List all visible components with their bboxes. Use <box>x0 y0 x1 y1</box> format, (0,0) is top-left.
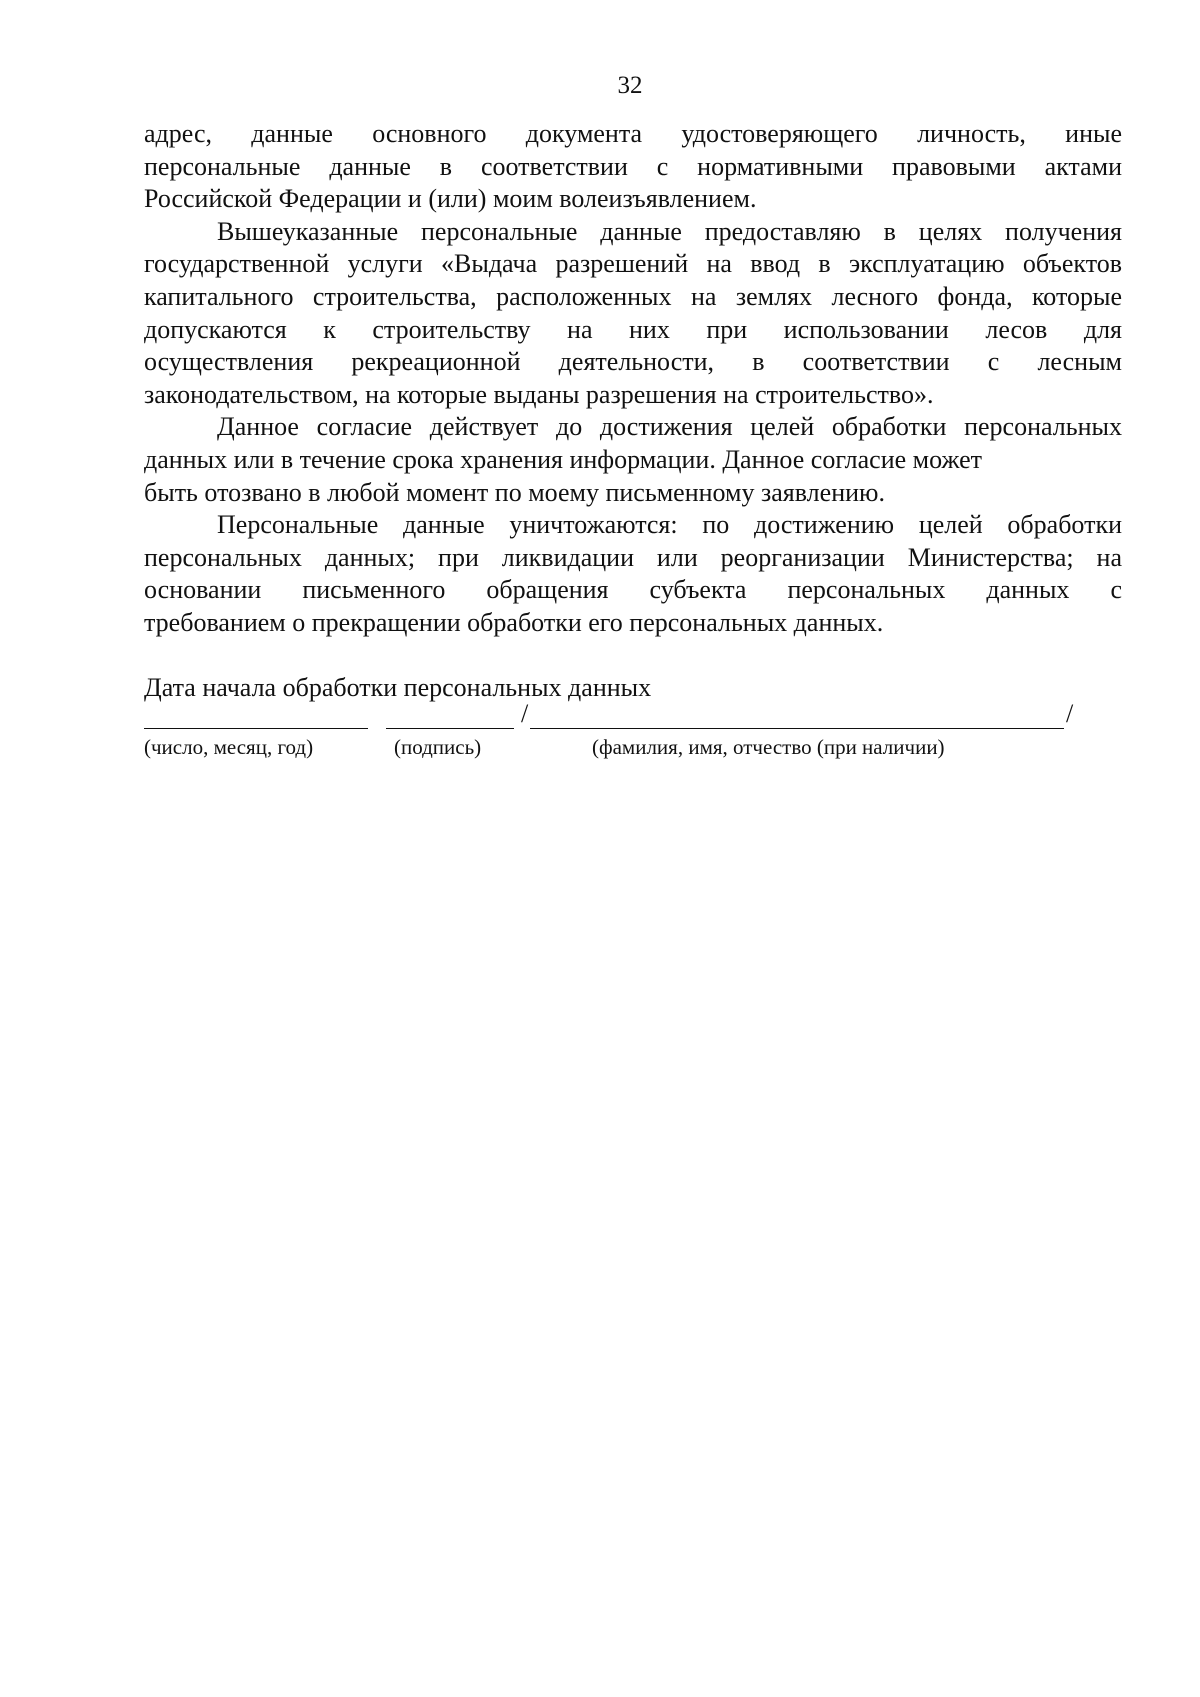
text-line: персональные данные в соответствии с нормативными правовыми актами <box>144 151 1122 181</box>
text-line: быть отозвано в любой момент по моему письменному заявлению. <box>144 477 885 507</box>
text-line: адрес, данные основного документа удостоверяющего личность, иные <box>144 119 1122 148</box>
signature-block <box>144 672 1122 762</box>
date-field[interactable] <box>144 704 368 729</box>
text-line: государственной услуги «Выдача разрешений на ввод в эксплуатацию объектов <box>144 249 1122 279</box>
caption-signature: (подпись) <box>394 735 482 759</box>
signature-captions <box>144 734 1122 762</box>
text-line: капитального строительства, расположенных на землях лесного фонда, которые <box>144 281 1122 311</box>
text-line: требованием о прекращении обработки его персональных данных. <box>144 607 884 637</box>
caption-date: (число, месяц, год) <box>144 735 314 759</box>
paragraph-data-destruction <box>144 509 1122 639</box>
signature-fields <box>144 699 1122 734</box>
text-line: Данное согласие действует до достижения целей обработки персональных <box>217 412 1122 442</box>
paragraph-purpose <box>144 216 1122 412</box>
caption-full-name: (фамилия, имя, отчество (при наличии) <box>592 735 945 759</box>
text-line: основании письменного обращения субъекта персональных данных с <box>144 575 1122 605</box>
signature-field[interactable] <box>386 704 514 729</box>
text-line: Вышеуказанные персональные данные предоставляю в целях получения <box>217 216 1122 246</box>
paragraph-personal-data-list <box>144 118 1122 216</box>
page-number: 32 <box>617 72 643 99</box>
paragraph-consent-validity <box>144 411 1122 509</box>
full-name-field[interactable] <box>530 704 1064 729</box>
separator-slash: / <box>1066 699 1074 728</box>
signature-title: Дата начала обработки персональных данных <box>144 673 652 702</box>
text-line: осуществления рекреационной деятельности, в соответствии с лесным <box>144 347 1122 377</box>
text-line: допускаются к строительству на них при использовании лесов для <box>144 314 1122 344</box>
text-line: данных или в течение срока хранения информации. Данное согласие может <box>144 444 983 474</box>
text-line: персональных данных; при ликвидации или реорганизации Министерства; на <box>144 542 1122 572</box>
text-line: законодательством, на которые выданы разрешения на строительство». <box>144 379 934 409</box>
separator-slash: / <box>521 699 529 728</box>
document-body <box>144 118 1122 640</box>
text-line: Российской Федерации и (или) моим волеизъявлением. <box>144 184 757 214</box>
text-line: Персональные данные уничтожаются: по достижению целей обработки <box>217 510 1122 540</box>
